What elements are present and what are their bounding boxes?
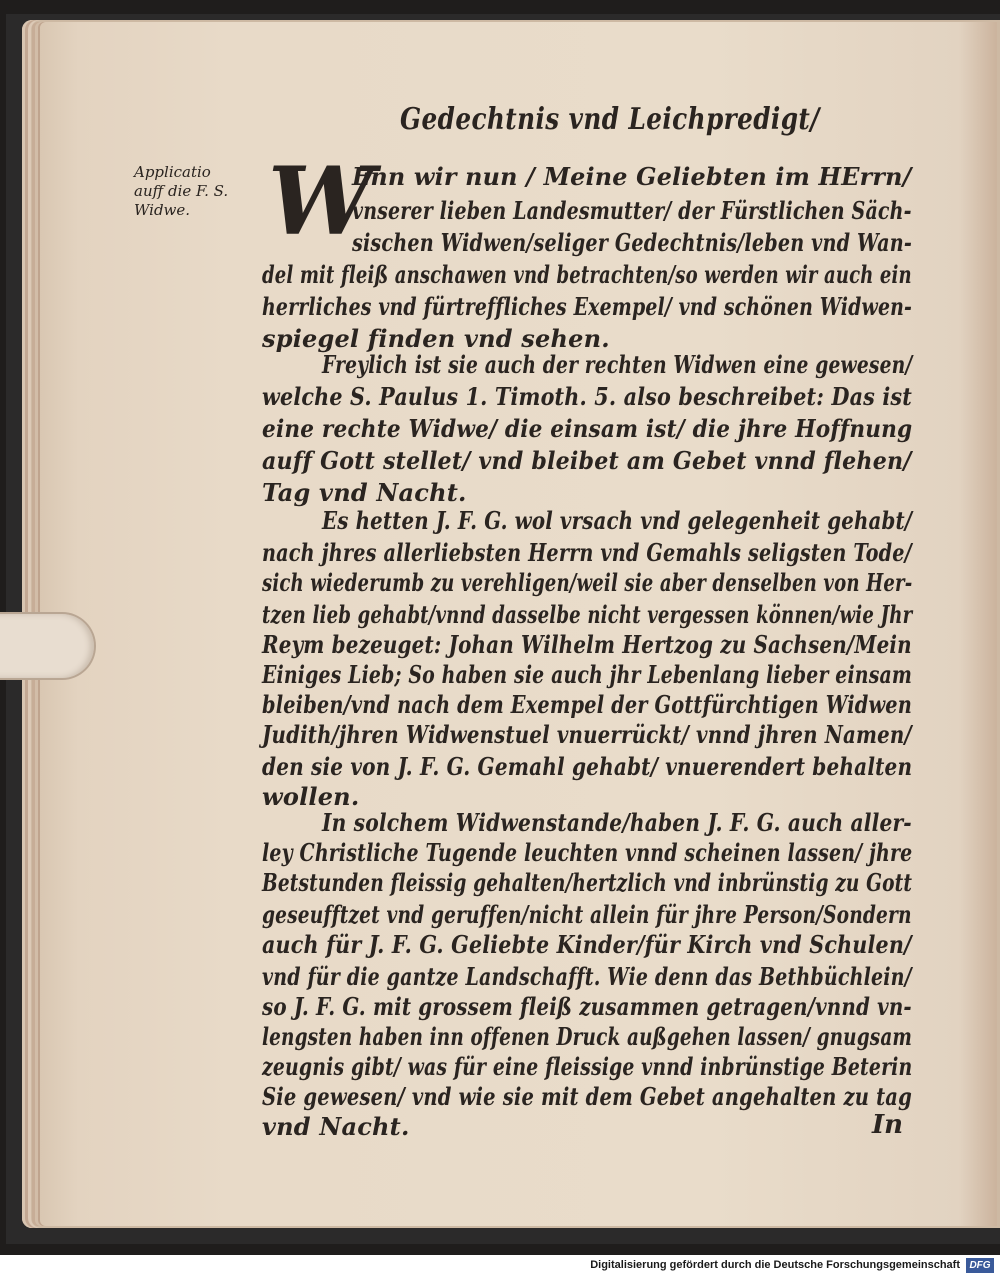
funding-credit: Digitalisierung gefördert durch die Deutsche Forschungsgemeinschaft (590, 1259, 960, 1271)
text-line: Enn wir nun / Meine Geliebten im HErrn/ (352, 162, 912, 191)
text-line: geseufftzet vnd geruffen/nicht allein für jhre Person/Sondern (262, 900, 912, 929)
text-line: sich wiederumb zu verehligen/weil sie aber denselben von Her- (262, 568, 913, 597)
margin-note-line: Widwe. (134, 201, 191, 219)
text-line: eine rechte Widwe/ die einsam ist/ die jhre Hoffnung (262, 414, 913, 443)
text-line: Tag vnd Nacht. (262, 478, 467, 507)
page-clip (0, 612, 96, 680)
text-line: zeugnis gibt/ was für eine fleissige vnnd inbrünstige Beterin (262, 1052, 913, 1081)
drop-capital: W (268, 147, 374, 257)
footer-bar (0, 1255, 1000, 1277)
text-line: In solchem Widwenstande/haben J. F. G. auch aller- (322, 808, 912, 837)
text-line: Es hetten J. F. G. wol vrsach vnd gelegenheit gehabt/ (322, 506, 913, 535)
text-line: welche S. Paulus 1. Timoth. 5. also beschreibet: Das ist (262, 382, 912, 411)
text-line: vnd Nacht. (262, 1112, 410, 1141)
text-line: lengsten haben inn offenen Druck außgehen lassen/ gnugsam (262, 1022, 913, 1051)
text-line: Betstunden fleissig gehalten/hertzlich vnd inbrünstig zu Gott (262, 868, 913, 897)
text-line: Freylich ist sie auch der rechten Widwen eine gewesen/ (322, 350, 913, 379)
dfg-logo: DFG (966, 1258, 994, 1273)
catchword: In (872, 1110, 904, 1140)
text-line: spiegel finden vnd sehen. (262, 324, 610, 353)
text-line: auff Gott stellet/ vnd bleibet am Gebet vnnd flehen/ (262, 446, 912, 475)
text-line: Reym bezeuget: Johan Wilhelm Hertzog zu Sachsen/Mein (262, 630, 912, 659)
margin-note (134, 163, 264, 220)
text-line: Einiges Lieb; So haben sie auch jhr Lebenlang lieber einsam (262, 660, 913, 689)
text-line: herrliches vnd fürtreffliches Exempel/ vnd schönen Widwen- (262, 292, 913, 321)
text-line: so J. F. G. mit grossem fleiß zusammen getragen/vnnd vn- (262, 992, 912, 1021)
text-line: vnd für die gantze Landschafft. Wie denn das Bethbüchlein/ (262, 962, 912, 991)
text-line: Sie gewesen/ vnd wie sie mit dem Gebet angehalten zu tag (262, 1082, 912, 1111)
text-line: vnserer lieben Landesmutter/ der Fürstlichen Säch- (352, 196, 912, 225)
text-line: ley Christliche Tugende leuchten vnnd scheinen lassen/ jhre (262, 838, 913, 867)
text-line: wollen. (262, 782, 360, 811)
text-line: den sie von J. F. G. Gemahl gehabt/ vnuerendert behalten (262, 752, 913, 781)
margin-note-line: auff die F. S. (134, 182, 229, 200)
text-line: Judith/jhren Widwenstuel vnuerrückt/ vnnd jhren Namen/ (262, 720, 912, 749)
text-line: del mit fleiß anschawen vnd betrachten/so werden wir auch ein (262, 260, 912, 289)
text-line: nach jhres allerliebsten Herrn vnd Gemahls seligsten Tode/ (262, 538, 912, 567)
text-line: sischen Widwen/seliger Gedechtnis/leben vnd Wan- (352, 228, 912, 257)
margin-note-line: Applicatio (134, 163, 211, 181)
text-line: tzen lieb gehabt/vnnd dasselbe nicht vergessen können/wie Jhr (262, 600, 913, 629)
text-line: bleiben/vnd nach dem Exempel der Gottfürchtigen Widwen (262, 690, 913, 719)
running-head: Gedechtnis vnd Leichpredigt/ (400, 102, 820, 137)
text-line: auch für J. F. G. Geliebte Kinder/für Kirch vnd Schulen/ (262, 930, 912, 959)
